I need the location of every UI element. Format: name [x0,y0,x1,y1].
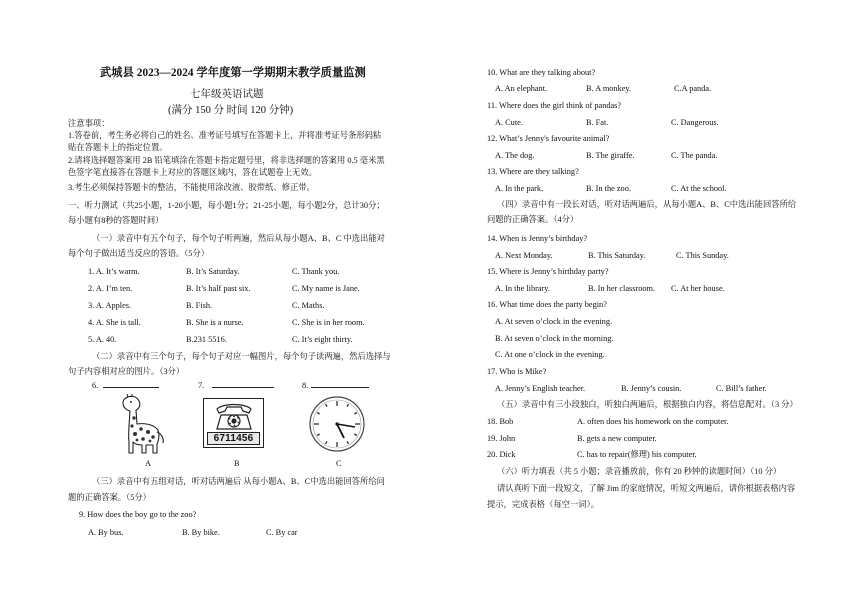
part1-instruction: （一）录音中有五个句子，每个句子听两遍，然后从每小题A、B、C 中选出能对 [92,234,385,243]
picture-label-a: A [145,459,151,468]
left-column [68,0,406,607]
option-b: B.231 5516. [186,335,227,344]
question-13: 13. Where are they talking? [487,167,579,176]
question-14: 14. When is Jenny’s birthday? [487,234,588,243]
notes-line: 2.请将选择题答案用 2B 铅笔填涂在答题卡指定题号里，将非选择题的答案用 0.5 毫米黑 [68,156,385,165]
notes-line: 贴在答题卡上的指定位置。 [68,143,168,152]
blank-label: 6. [92,381,99,390]
option-a: 1. A. It’s warm. [88,267,140,276]
telephone-icon [213,401,255,431]
blank-line [311,379,369,388]
blank-label: 7. [198,381,205,390]
phone-number-label: 6711456 [207,432,260,445]
blank-line [212,379,274,388]
option-a: A. By bus. [88,528,124,537]
part1-instruction: 每个句子做出适当反应的答语。（5分） [68,249,210,258]
part2-instruction: 句子内容相对应的图片。（3分） [68,367,185,376]
option-b: B. In her classroom. [588,284,656,293]
option-a: A. Cute. [495,118,523,127]
option-a: 5. A. 40. [88,335,117,344]
part3-instruction: 题的正确答案。（5分） [68,493,151,502]
question-17: 17. Who is Mike? [487,367,547,376]
option-a: A. At seven o’clock in the evening. [495,317,613,326]
clock-picture [307,394,367,454]
option-c: C. At one o’clock in the evening. [495,350,605,359]
option-b: B. She is a nurse. [186,318,244,327]
option-a: A. In the library. [495,284,550,293]
notes-heading: 注意事项： [68,119,110,128]
matching-option: C. has to repair(修理) his computer. [577,450,697,459]
part6-instruction: （六）听力填表（共 5 小题；录音播放前，你有 20 秒钟的读题时间）（10 分） [497,467,782,476]
matching-name: 20. Dick [487,450,516,459]
part4-instruction: （四）录音中有一段长对话，听对话两遍后，从每小题A、B、C中选出能回答所给 [497,200,797,209]
exam-subtitle: 七年级英语试题 [190,89,264,100]
option-b: B. The giraffe. [586,151,635,160]
answer-blank-7[interactable] [198,379,274,391]
picture-label-c: C [336,459,342,468]
option-a: A. The dog. [495,151,535,160]
matching-option: A. often does his homework on the computer. [577,417,729,426]
option-b: B. This Saturday. [588,251,646,260]
question-15: 15. Where is Jenny’s birthday party? [487,267,609,276]
score-time-line: (满分 150 分 时间 120 分钟) [168,105,294,116]
option-b: B. In the zoo. [586,184,631,193]
matching-name: 19. John [487,434,516,443]
option-a: 3. A. Apples. [88,301,132,310]
option-a: A. An elephant. [495,84,548,93]
option-a: 4. A. She is tall. [88,318,141,327]
part3-instruction: （三）录音中有五组对话，听对话两遍后 从每小题A、B、C中选出能回答所给问 [92,477,385,486]
option-c: C.A panda. [674,84,712,93]
option-b: B. Jenny’s cousin. [621,384,682,393]
option-b: B. It’s Saturday. [186,267,240,276]
part2-instruction: （二）录音中有三个句子，每个句子对应一幅图片，每个句子读两遍，然后选择与 [92,352,391,361]
telephone-picture [203,398,264,448]
blank-label: 8. [302,381,309,390]
blank-line [103,379,159,388]
option-c: C. Dangerous. [671,118,719,127]
option-b: B. Fat. [586,118,609,127]
part6-intro: 请认真听下面一段短文，了解 Jim 的家庭情况，听短文两遍后，请你根据表格内容 [497,484,796,493]
notes-line: 1.答卷前，考生务必将自己的姓名、准考证号填写在答题卡上，并将准考证号条形码粘 [68,131,382,140]
option-c: C. Bill’s father. [716,384,767,393]
exam-title: 武城县 2023—2024 学年度第一学期期末教学质量监测 [100,67,366,79]
part6-intro: 提示，完成表格（每空一词）。 [487,500,600,509]
notes-line: 色签字笔直接答在答题卡上对应的答题区域内，答在试题卷上无效。 [68,168,317,177]
option-c: C. My name is Jane. [292,284,360,293]
option-a: 2. A. I’m ten. [88,284,133,293]
answer-blank-8[interactable] [302,379,369,391]
matching-option: B. gets a new computer. [577,434,657,443]
question-9: 9. How does the boy go to the zoo? [79,510,197,519]
notes-line: 3.考生必须保持答题卡的整洁，不能使用涂改液、胶带纸、修正带。 [68,183,315,192]
option-c: C. By car [266,528,298,537]
option-b: B. It’s half past six. [186,284,251,293]
option-b: B. Fish. [186,301,213,310]
part4-instruction: 问题的正确答案。（4分） [487,215,579,224]
option-c: C. This Sunday. [676,251,729,260]
picture-label-b: B [234,459,240,468]
option-c: C. Thank you. [292,267,340,276]
option-b: B. A monkey. [586,84,632,93]
option-b: B. At seven o’clock in the morning. [495,334,614,343]
question-10: 10. What are they talking about? [487,68,596,77]
option-a: A. Jenny’s English teacher. [495,384,586,393]
option-b: B. By bike. [182,528,220,537]
giraffe-picture [112,394,174,456]
option-c: C. At her house. [671,284,725,293]
right-column [487,0,819,607]
question-16: 16. What time does the party begin? [487,300,607,309]
option-c: C. It’s eight thirty. [292,335,353,344]
section1-intro: 每小题有8秒的答题时间） [68,216,164,225]
answer-blank-6[interactable] [92,379,159,391]
option-c: C. At the school. [671,184,727,193]
question-12: 12. What’s Jenny's favourite animal? [487,134,610,143]
option-c: C. Maths. [292,301,325,310]
question-11: 11. Where does the girl think of pandas? [487,101,622,110]
option-c: C. She is in her room. [292,318,365,327]
matching-name: 18. Bob [487,417,514,426]
section1-intro: 一、听力测试（共25小题，1-20小题，每小题1分；21-25小题，每小题2分，总计30分； [68,201,385,210]
option-c: C. The panda. [671,151,718,160]
option-a: A. In the park. [495,184,544,193]
option-a: A. Next Monday. [495,251,553,260]
part5-instruction: （五）录音中有三小段独白，听独白两遍后，根据独白内容，将信息配对。（3 分） [497,400,798,409]
